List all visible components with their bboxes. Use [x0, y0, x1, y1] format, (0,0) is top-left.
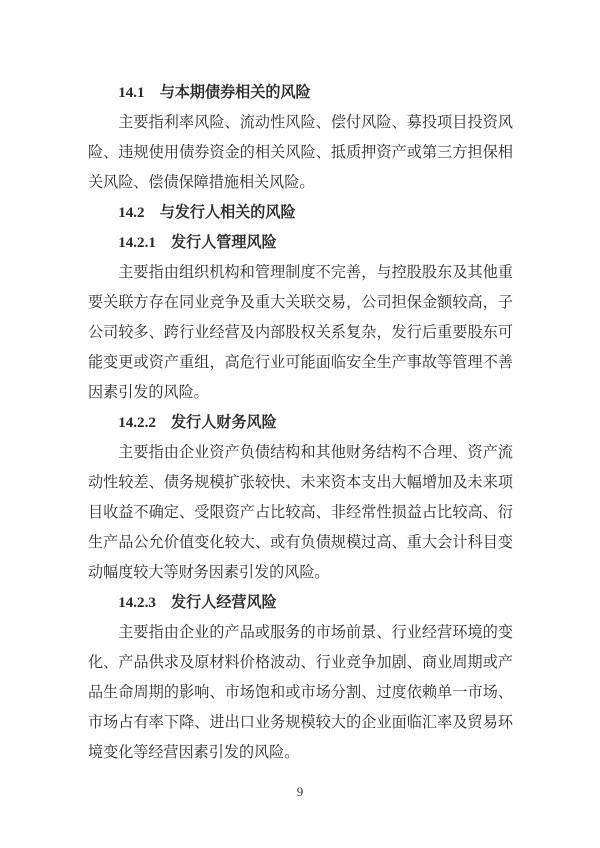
document-body: [88, 78, 513, 768]
paragraph-operational-risk: 主要指由企业的产品或服务的市场前景、行业经营环境的变化、产品供求及原材料价格波动、行业竞争加剧、商业周期或产品生命周期的影响、市场饱和或市场分割、过度依赖单一市场、市场占有率下降、进出口业务规模较大的企业面临汇率及贸易环境变化等经营因素引发的风险。: [88, 625, 513, 761]
paragraph-management-risk: 主要指由组织机构和管理制度不完善，与控股股东及其他重要关联方存在同业竞争及重大关联交易，公司担保金额较高，子公司较多、跨行业经营及内部股权关系复杂，发行后重要股东可能变更或资产重组，高危行业可能面临安全生产事故等管理不善因素引发的风险。: [88, 265, 513, 401]
section-heading-issuer-risks: 14.2 与发行人相关的风险: [118, 205, 296, 221]
section-heading-management-risk: 14.2.1 发行人管理风险: [118, 235, 277, 251]
section-heading-operational-risk: 14.2.3 发行人经营风险: [118, 595, 277, 611]
paragraph-financial-risk: 主要指由企业资产负债结构和其他财务结构不合理、资产流动性较差、债务规模扩张较快、未来资本支出大幅增加及未来项目收益不确定、受限资产占比较高、非经常性损益占比较高、衍生产品公允价值变化较大、或有负债规模过高、重大会计科目变动幅度较大等财务因素引发的风险。: [88, 445, 513, 581]
section-heading-bond-risks: 14.1 与本期债券相关的风险: [118, 85, 311, 101]
paragraph-bond-risks: 主要指利率风险、流动性风险、偿付风险、募投项目投资风险、违规使用债券资金的相关风险、抵质押资产或第三方担保相关风险、偿债保障措施相关风险。: [88, 115, 513, 191]
page-number: 9: [296, 784, 304, 799]
section-heading-financial-risk: 14.2.2 发行人财务风险: [118, 415, 277, 431]
